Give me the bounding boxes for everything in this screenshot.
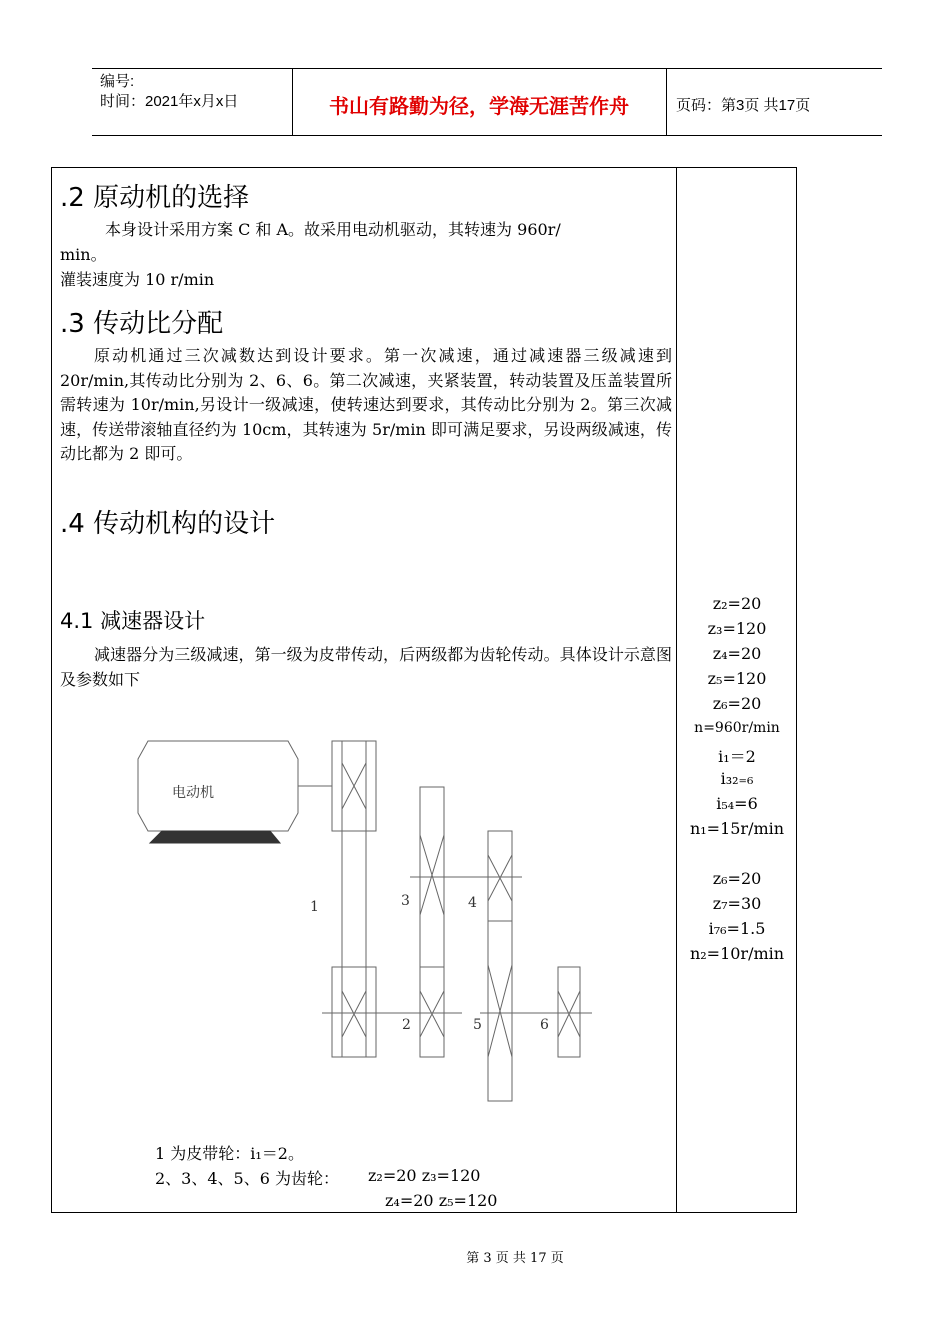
diagram-label-5: 5: [473, 1017, 482, 1033]
section-3-paragraph: 原动机通过三次减数达到设计要求。第一次减速，通过减速器三级减速到 20r/min,其传动比分别为 2、6、6。第二次减速，夹紧装置，转动装置及压盖装置所需转速为 10r/min,另设计一级减速，使转速达到要求，其传动比分别为 2。第三次减速，传送带滚轴直径约为 10cm，其转速为 5r/min 即可满足要求，另设两级减速，传动比都为 2 即可。: [60, 346, 672, 464]
motor-body: [138, 741, 298, 831]
side-param-13: i₇₆=1.5: [708, 919, 766, 938]
section-2-paragraph-1b: min。: [60, 245, 107, 264]
diagram-label-6: 6: [540, 1017, 549, 1033]
section-4-1-paragraph: 减速器分为三级减速，第一级为皮带传动，后两级都为齿轮传动。具体设计示意图及参数如下: [60, 645, 672, 689]
caption-line-2-prefix: 2、3、4、5、6 为齿轮：: [155, 1169, 339, 1188]
header-divider-2: [666, 68, 667, 136]
section-4-title: .4 传动机构的设计: [60, 509, 276, 539]
side-param-4: z₅=120: [707, 669, 767, 688]
side-param-2: z₃=120: [707, 619, 767, 638]
section-3-title: .3 传动比分配: [60, 309, 224, 339]
side-param-5: z₆=20: [712, 694, 762, 713]
caption-line-1: 1 为皮带轮：i₁＝2。: [155, 1144, 304, 1163]
side-param-7: i₁＝2: [718, 747, 756, 766]
diagram-label-1: 1: [310, 899, 319, 915]
section-2-paragraph-1a: 本身设计采用方案 C 和 A。故采用电动机驱动，其转速为 960r/: [105, 220, 561, 239]
motor-label: 电动机: [172, 785, 214, 801]
side-param-8: i₃₂₌₆: [720, 769, 754, 788]
document-time-label: 时间：2021年x月x日: [100, 93, 239, 110]
gear-4: [488, 831, 512, 921]
header-motto: 书山有路勤为径，学海无涯苦作舟: [329, 94, 629, 118]
page-footer: 第 3 页 共 17 页: [466, 1251, 564, 1266]
side-param-9: i₅₄=6: [716, 794, 758, 813]
diagram-label-3: 3: [401, 893, 410, 909]
side-param-1: z₂=20: [712, 594, 762, 613]
page-number-label: 页码：第3页 共17页: [676, 97, 811, 114]
side-param-6: n=960r/min: [694, 720, 780, 736]
section-2-title: .2 原动机的选择: [60, 183, 250, 213]
reducer-diagram: [100, 725, 610, 1110]
motor-base: [150, 831, 280, 843]
caption-line-2-values: z₂=20 z₃=120: [368, 1166, 481, 1185]
pulley-lower: [332, 967, 376, 1057]
section-4-1-title: 4.1 减速器设计: [60, 609, 206, 633]
column-divider: [676, 167, 677, 1213]
section-2-paragraph-2: 灌装速度为 10 r/min: [60, 270, 215, 289]
gear-2: [420, 967, 444, 1057]
diagram-label-4: 4: [468, 895, 477, 911]
side-param-14: n₂=10r/min: [689, 944, 785, 963]
header-bottom-rule: [92, 135, 882, 136]
gear-6: [558, 967, 580, 1057]
diagram-label-2: 2: [402, 1017, 411, 1033]
side-param-11: z₆=20: [712, 869, 762, 888]
side-param-12: z₇=30: [712, 894, 762, 913]
caption-line-3-values: z₄=20 z₅=120: [385, 1191, 498, 1210]
side-param-3: z₄=20: [712, 644, 762, 663]
header-top-rule: [92, 68, 882, 69]
side-param-10: n₁=15r/min: [689, 819, 785, 838]
document-number-label: 编号:: [100, 73, 135, 90]
